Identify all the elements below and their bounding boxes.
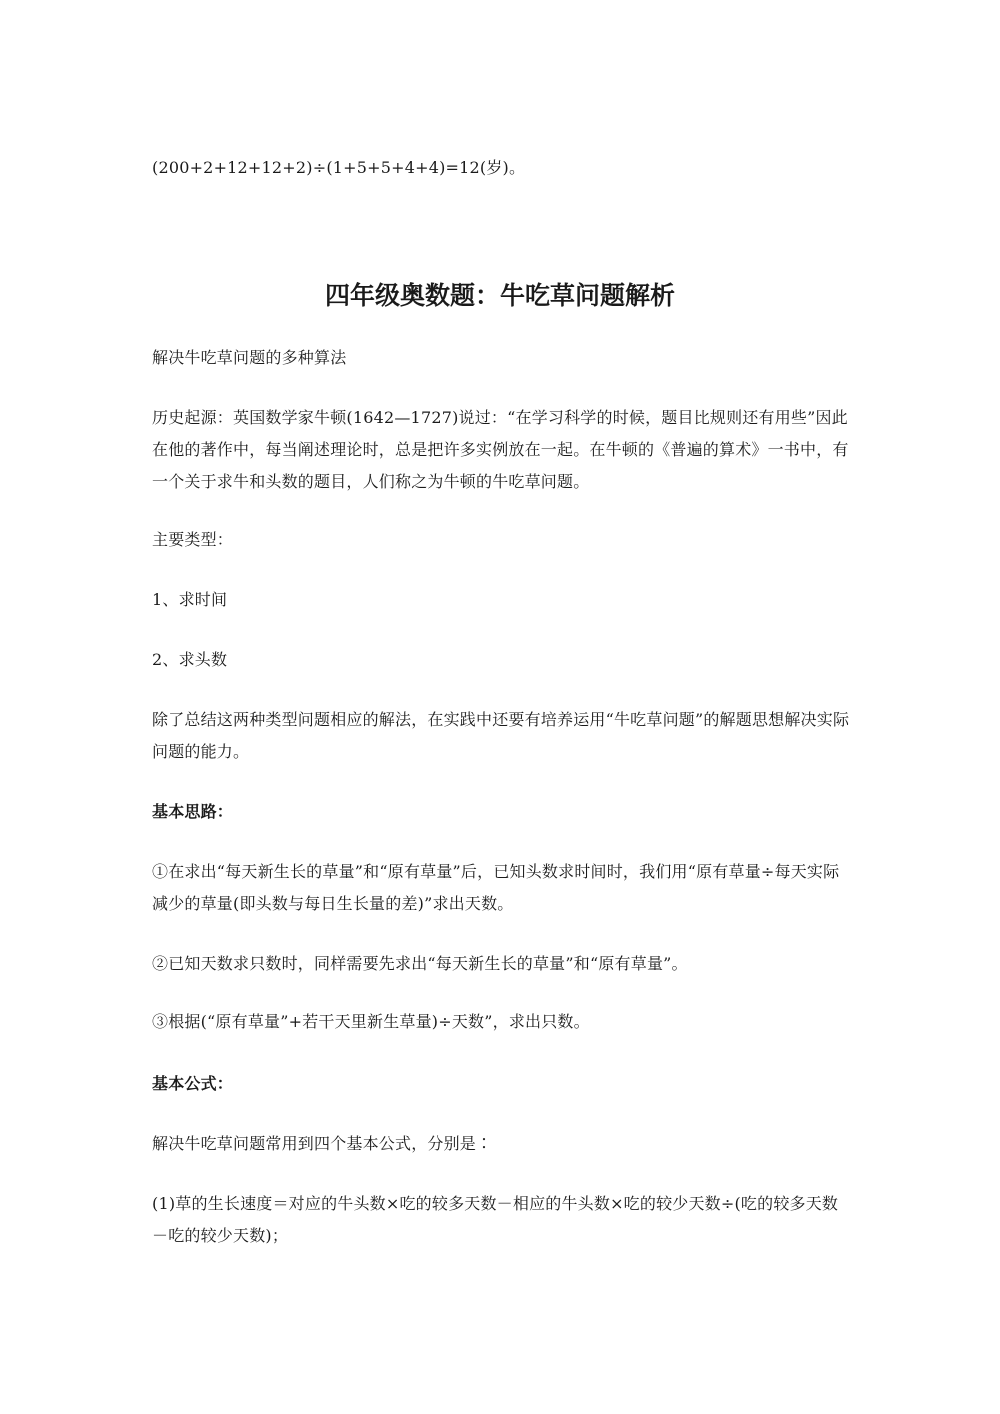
type-item-2: 2、求头数 bbox=[152, 650, 228, 669]
subtitle: 解决牛吃草问题的多种算法 bbox=[152, 348, 347, 367]
idea-item-1: ①在求出“每天新生长的草量”和“原有草量”后，已知头数求时间时，我们用“原有草量÷每天实际减少的草量(即头数与每日生长量的差)”求出天数。 bbox=[152, 862, 840, 913]
page-title: 四年级奥数题：牛吃草问题解析 bbox=[324, 281, 675, 310]
history-paragraph: 历史起源：英国数学家牛顿(1642—1727)说过：“在学习科学的时候，题目比规则还有用些”因此在他的著作中，每当阐述理论时，总是把许多实例放在一起。在牛顿的《普遍的算术》一书中，有一个关于求牛和头数的题目，人们称之为牛顿的牛吃草问题。 bbox=[152, 408, 849, 491]
practice-paragraph: 除了总结这两种类型问题相应的解法，在实践中还要有培养运用“牛吃草问题”的解题思想解决实际问题的能力。 bbox=[152, 710, 850, 761]
main-types-label: 主要类型： bbox=[152, 530, 234, 549]
idea-item-3: ③根据(“原有草量”+若干天里新生草量)÷天数”，求出只数。 bbox=[152, 1012, 590, 1031]
basic-formula-label: 基本公式： bbox=[152, 1074, 234, 1093]
formula-intro: 解决牛吃草问题常用到四个基本公式，分别是∶ bbox=[152, 1134, 493, 1153]
basic-idea-label: 基本思路： bbox=[152, 802, 234, 821]
type-item-1: 1、求时间 bbox=[152, 590, 228, 609]
idea-item-2: ②已知天数求只数时，同样需要先求出“每天新生长的草量”和“原有草量”。 bbox=[152, 954, 688, 973]
formula-item-1: (1)草的生长速度＝对应的牛头数×吃的较多天数－相应的牛头数×吃的较少天数÷(吃的较多天数－吃的较少天数)； bbox=[152, 1194, 839, 1245]
top-formula: (200+2+12+12+2)÷(1+5+5+4+4)=12(岁)。 bbox=[152, 158, 526, 177]
